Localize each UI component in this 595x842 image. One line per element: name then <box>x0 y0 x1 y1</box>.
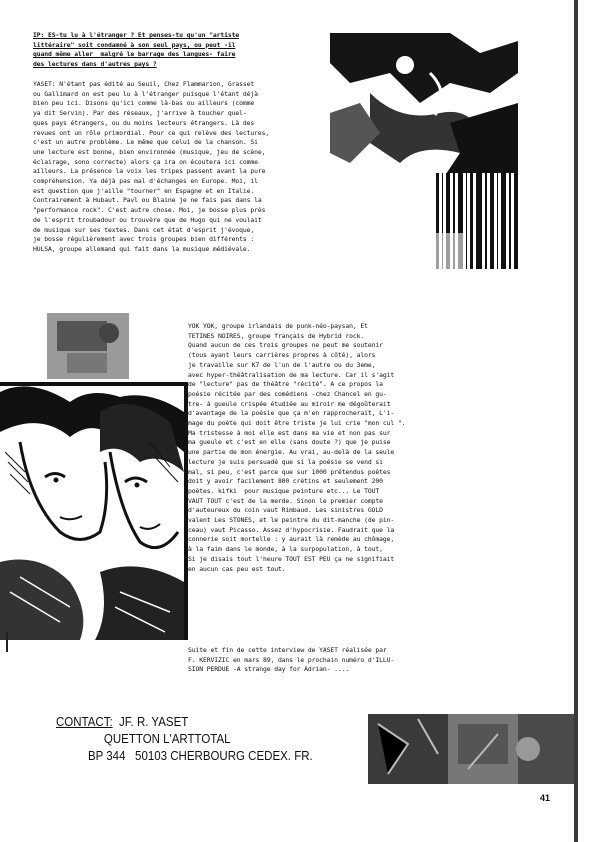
contact-block <box>56 714 313 765</box>
continuation-note: Suite et fin de cette interview de YASET réalisée par F. KERVIZIC en mars 89, dans le prochain numéro d'ILLU- SION PERDUE -A strange day for Adrian- .... <box>188 646 395 674</box>
abstract-photo-top-right <box>330 33 518 183</box>
interview-question: IP: ES-tu lu à l'étranger ? Et penses-tu qu'un "artiste littéraire" soit condamné à son seul pays, ou peut -il quand même aller malgré le barrage des langues- faire des lectures dans d'autres pays ? <box>33 31 240 69</box>
right-edge-bar <box>574 0 578 842</box>
contact-line2: QUETTON L'ARTTOTAL <box>103 732 231 746</box>
textured-photo-bottom-right <box>368 714 574 784</box>
interview-answer-part1: YASET: N'étant pas édité au Seuil, Chez Flammarion, Grasset ou Gallimard on est peu lu à l'étranger puisque l'étant déjà bien peu ici. Disons qu'ici comme là-bas ou ailleurs (comme ya dit Servin). Par des réseaux, j'arrive à toucher quel- ques pays étrangers, ou du moins lecteurs étrangers. Là des revues ont un rôle primordial. Pour ce qui relève des lectures, c'est un autre problème. Le même que celui de la chanson. Si une lecture est bonne, bien environnée (musique, jeu de scène, éclairage, sono correcte) alors ça ira on écoutera ici comme ailleurs. La présence la voix les tripes passent avant la pure compréhension. Ya déjà pas mal d'échanges en Europe. Moi, il est question que j'aille "tourner" en Espagne et en Italie. Contrairement à Hubaut. Pavl ou Blaine je ne fais pas dans la "performance rock". C'est autre chose. Moi, je bosse plus près de l'esprit troubadour ou trouvère que de Hugo qui ne voulait de musique sur ses textes. Dans cet état d'esprit j'évoque, je bosse régulièrement avec trois groupes bien différents : HULSA, groupe allemand qui fait dans la musique médiévale. <box>33 80 270 253</box>
contact-label: CONTACT: <box>56 715 113 729</box>
striped-graphic <box>434 173 520 269</box>
interview-answer-part2: YOK YOK, groupe irlandais de punk-néo-paysan, Et TETINES NOIRES, groupe français de Hybrid rock. Quand aucun de ces trois groupes ne peut me soutenir (tous ayant leurs carrières propres à côté), alors je travaille sur K7 de l'un de l'autre ou du 3eme, avec hyper-théâtralisation de ma lecture. Car il s'agit de "lecture" pas de théâtre "récité". A ce propos la poésie récitée par des comédiens -chez Chancel en gu- tre- à gueule crispée étudiée au miroir me dégoûterait d'avantage de la poésie que ça m'en rapprocherait, L'i- mage du poète qui doit être triste je lui crie "mon cul ". Ma tristesse à moi elle est dans ma vie et non pas sur ma gueule et c'est en elle (sans doute ?) que je puise une partie de mon énergie. Au vrai, au-delà de la seule lecture je suis persuadé que si la poésie se vend si mal, si peu, c'est parce que sur 1000 prétendus poètes doit y avoir facilement 800 crétins et seulement 200 poètes. kifki pour musique peinture etc... Le TOUT VAUT TOUT c'est de la merde. Sinon le premier compte d'auteureux du coin vaut Rimbaud. Les sinistres GOLD valent Les STONES, et le peintre du dit-manche (de pin- ceau) vaut Picasso. Assez d'hypocrisie. Faudrait que la connerie soit mortelle : y aurait là remède au chômage, à la faim dans le monde, à la surpopulation, à tout, Si je disais tout l'heure TOUT EST PEU ça ne signifiait en aucun cas peu est tout. <box>188 322 406 573</box>
contact-line1: JF. R. YASET <box>119 715 189 729</box>
halftone-patch <box>47 313 129 379</box>
contact-line3: BP 344 50103 CHERBOURG CEDEX. FR. <box>87 749 313 763</box>
drawing-two-faces <box>0 382 188 640</box>
page-number: 41 <box>540 793 551 803</box>
left-edge-mark <box>6 632 8 652</box>
